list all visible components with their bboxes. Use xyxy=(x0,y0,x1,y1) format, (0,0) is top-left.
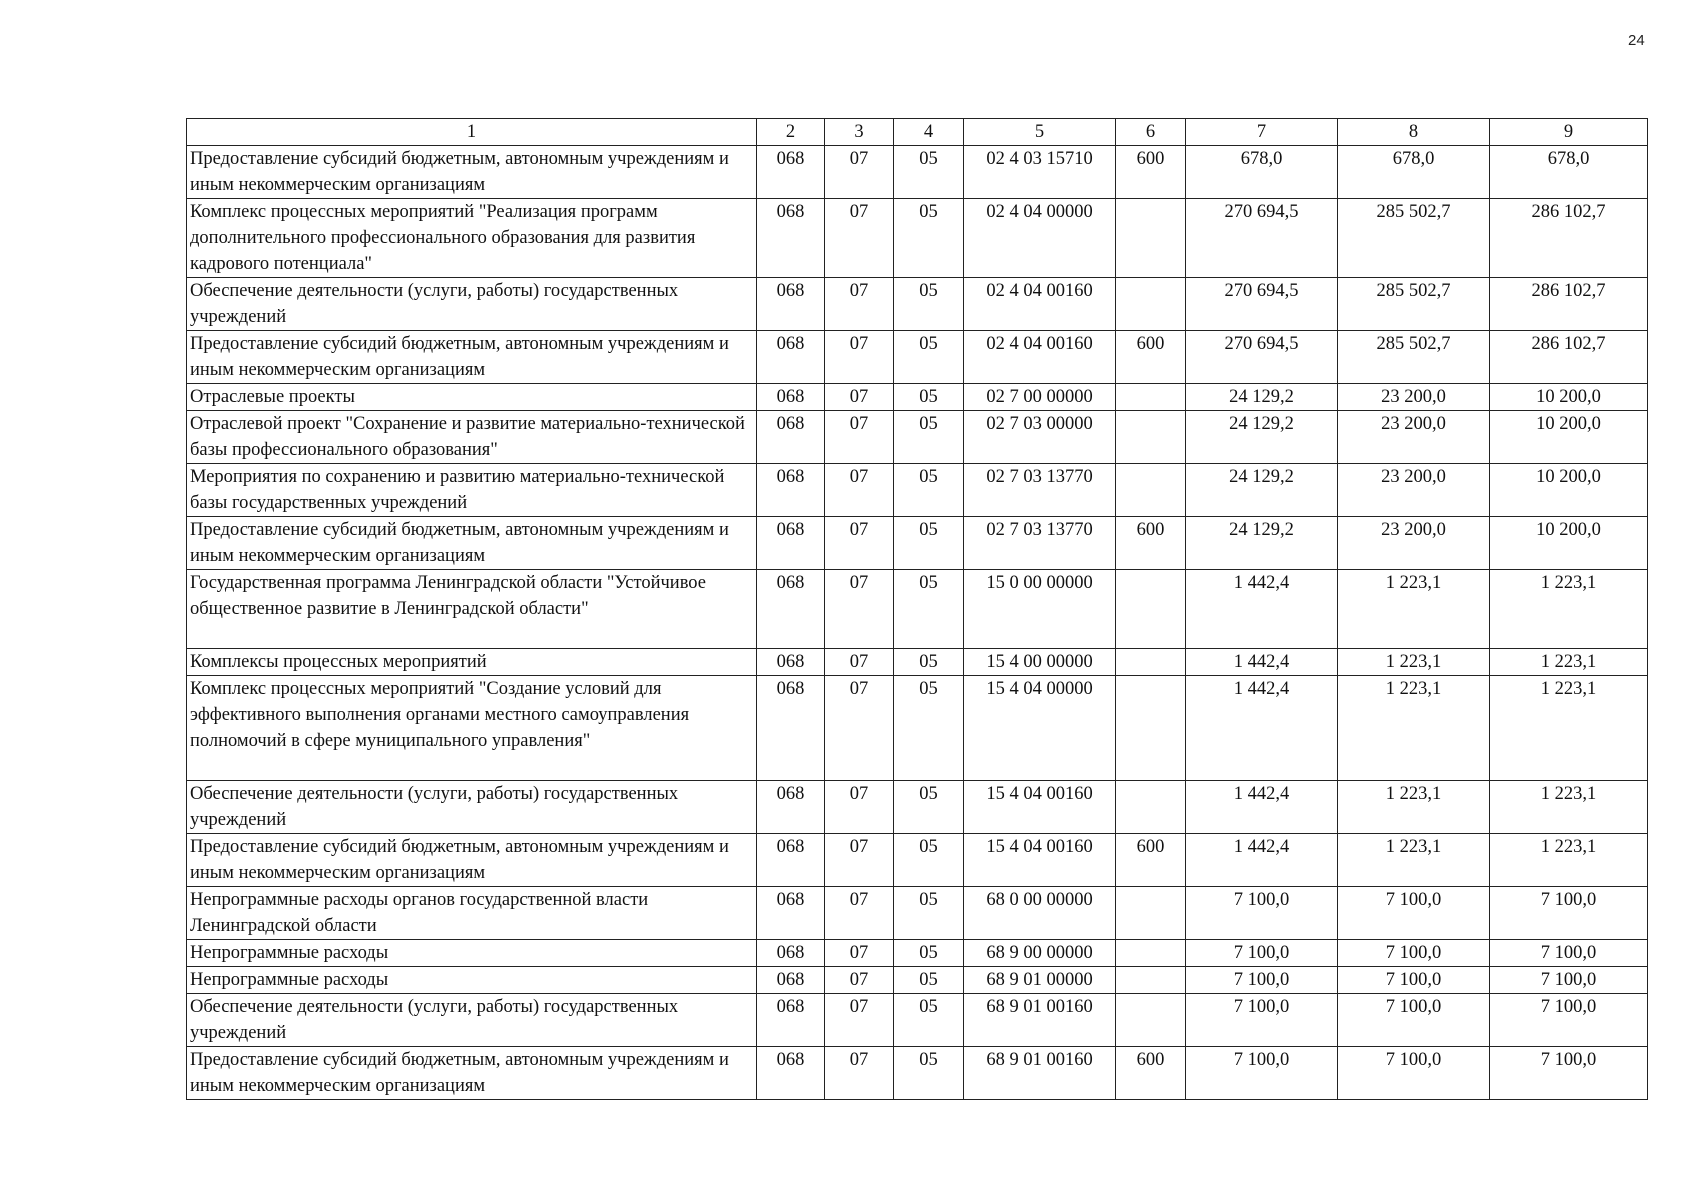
rz-code: 07 xyxy=(825,517,894,570)
amount-year-1: 270 694,5 xyxy=(1186,331,1338,384)
vr-code xyxy=(1116,649,1186,676)
column-header: 2 xyxy=(757,119,825,146)
vr-code xyxy=(1116,411,1186,464)
rz-code: 07 xyxy=(825,781,894,834)
gr-code: 068 xyxy=(757,887,825,940)
vr-code xyxy=(1116,887,1186,940)
vr-code xyxy=(1116,781,1186,834)
amount-year-1: 1 442,4 xyxy=(1186,649,1338,676)
rz-code: 07 xyxy=(825,834,894,887)
table-row xyxy=(187,517,1648,570)
row-name: Комплекс процессных мероприятий "Реализация программ дополнительного профессионального образования для развития кадрового потенциала" xyxy=(187,199,757,278)
amount-year-1: 24 129,2 xyxy=(1186,517,1338,570)
vr-code xyxy=(1116,676,1186,781)
column-header: 1 xyxy=(187,119,757,146)
amount-year-3: 1 223,1 xyxy=(1490,649,1648,676)
row-name: Обеспечение деятельности (услуги, работы) государственных учреждений xyxy=(187,994,757,1047)
amount-year-3: 286 102,7 xyxy=(1490,331,1648,384)
rz-code: 07 xyxy=(825,570,894,649)
row-name: Непрограммные расходы xyxy=(187,940,757,967)
rz-code: 07 xyxy=(825,967,894,994)
pr-code: 05 xyxy=(894,464,964,517)
csr-code: 02 4 04 00160 xyxy=(964,331,1116,384)
table-row xyxy=(187,967,1648,994)
table-row xyxy=(187,146,1648,199)
csr-code: 68 9 00 00000 xyxy=(964,940,1116,967)
csr-code: 68 9 01 00160 xyxy=(964,994,1116,1047)
gr-code: 068 xyxy=(757,781,825,834)
vr-code xyxy=(1116,967,1186,994)
amount-year-2: 23 200,0 xyxy=(1338,411,1490,464)
gr-code: 068 xyxy=(757,146,825,199)
csr-code: 15 0 00 00000 xyxy=(964,570,1116,649)
pr-code: 05 xyxy=(894,994,964,1047)
column-header: 3 xyxy=(825,119,894,146)
amount-year-1: 24 129,2 xyxy=(1186,384,1338,411)
amount-year-3: 1 223,1 xyxy=(1490,570,1648,649)
table-row xyxy=(187,781,1648,834)
budget-table xyxy=(186,118,1648,1100)
row-name: Предоставление субсидий бюджетным, автономным учреждениям и иным некоммерческим организациям xyxy=(187,517,757,570)
pr-code: 05 xyxy=(894,278,964,331)
table-row xyxy=(187,994,1648,1047)
vr-code xyxy=(1116,570,1186,649)
table-row xyxy=(187,834,1648,887)
rz-code: 07 xyxy=(825,1047,894,1100)
rz-code: 07 xyxy=(825,384,894,411)
amount-year-2: 1 223,1 xyxy=(1338,649,1490,676)
row-name: Обеспечение деятельности (услуги, работы) государственных учреждений xyxy=(187,278,757,331)
csr-code: 15 4 04 00000 xyxy=(964,676,1116,781)
rz-code: 07 xyxy=(825,331,894,384)
pr-code: 05 xyxy=(894,834,964,887)
amount-year-1: 7 100,0 xyxy=(1186,940,1338,967)
gr-code: 068 xyxy=(757,994,825,1047)
rz-code: 07 xyxy=(825,940,894,967)
pr-code: 05 xyxy=(894,570,964,649)
table-row xyxy=(187,199,1648,278)
amount-year-2: 7 100,0 xyxy=(1338,994,1490,1047)
gr-code: 068 xyxy=(757,384,825,411)
amount-year-3: 7 100,0 xyxy=(1490,967,1648,994)
csr-code: 02 7 03 13770 xyxy=(964,517,1116,570)
amount-year-2: 23 200,0 xyxy=(1338,464,1490,517)
gr-code: 068 xyxy=(757,1047,825,1100)
amount-year-2: 1 223,1 xyxy=(1338,781,1490,834)
table-row xyxy=(187,649,1648,676)
amount-year-3: 286 102,7 xyxy=(1490,278,1648,331)
table-row xyxy=(187,570,1648,649)
gr-code: 068 xyxy=(757,940,825,967)
pr-code: 05 xyxy=(894,331,964,384)
pr-code: 05 xyxy=(894,199,964,278)
amount-year-2: 7 100,0 xyxy=(1338,967,1490,994)
csr-code: 15 4 00 00000 xyxy=(964,649,1116,676)
table-row xyxy=(187,676,1648,781)
amount-year-1: 678,0 xyxy=(1186,146,1338,199)
pr-code: 05 xyxy=(894,146,964,199)
amount-year-3: 7 100,0 xyxy=(1490,1047,1648,1100)
amount-year-1: 7 100,0 xyxy=(1186,994,1338,1047)
page-number: 24 xyxy=(1628,32,1645,49)
row-name: Мероприятия по сохранению и развитию материально-технической базы государственных учреждений xyxy=(187,464,757,517)
gr-code: 068 xyxy=(757,967,825,994)
amount-year-2: 23 200,0 xyxy=(1338,517,1490,570)
csr-code: 15 4 04 00160 xyxy=(964,834,1116,887)
vr-code xyxy=(1116,384,1186,411)
amount-year-1: 24 129,2 xyxy=(1186,464,1338,517)
amount-year-3: 286 102,7 xyxy=(1490,199,1648,278)
amount-year-1: 270 694,5 xyxy=(1186,278,1338,331)
vr-code: 600 xyxy=(1116,146,1186,199)
pr-code: 05 xyxy=(894,1047,964,1100)
row-name: Предоставление субсидий бюджетным, автономным учреждениям и иным некоммерческим организациям xyxy=(187,146,757,199)
gr-code: 068 xyxy=(757,464,825,517)
rz-code: 07 xyxy=(825,887,894,940)
amount-year-3: 10 200,0 xyxy=(1490,384,1648,411)
gr-code: 068 xyxy=(757,411,825,464)
amount-year-1: 7 100,0 xyxy=(1186,967,1338,994)
gr-code: 068 xyxy=(757,199,825,278)
row-name: Комплекс процессных мероприятий "Создание условий для эффективного выполнения органами местного самоуправления полномочий в сфере муниципального управления" xyxy=(187,676,757,781)
csr-code: 02 7 00 00000 xyxy=(964,384,1116,411)
table-row xyxy=(187,411,1648,464)
pr-code: 05 xyxy=(894,940,964,967)
row-name: Отраслевые проекты xyxy=(187,384,757,411)
table-row xyxy=(187,278,1648,331)
table-row xyxy=(187,1047,1648,1100)
rz-code: 07 xyxy=(825,464,894,517)
vr-code xyxy=(1116,278,1186,331)
vr-code xyxy=(1116,940,1186,967)
column-header: 4 xyxy=(894,119,964,146)
gr-code: 068 xyxy=(757,331,825,384)
amount-year-3: 1 223,1 xyxy=(1490,834,1648,887)
csr-code: 02 7 03 13770 xyxy=(964,464,1116,517)
amount-year-2: 7 100,0 xyxy=(1338,940,1490,967)
table-row xyxy=(187,887,1648,940)
csr-code: 68 9 01 00000 xyxy=(964,967,1116,994)
amount-year-2: 7 100,0 xyxy=(1338,1047,1490,1100)
column-header: 6 xyxy=(1116,119,1186,146)
amount-year-3: 1 223,1 xyxy=(1490,676,1648,781)
amount-year-1: 1 442,4 xyxy=(1186,570,1338,649)
amount-year-1: 1 442,4 xyxy=(1186,781,1338,834)
column-header: 7 xyxy=(1186,119,1338,146)
csr-code: 02 7 03 00000 xyxy=(964,411,1116,464)
rz-code: 07 xyxy=(825,649,894,676)
pr-code: 05 xyxy=(894,676,964,781)
amount-year-2: 23 200,0 xyxy=(1338,384,1490,411)
row-name: Государственная программа Ленинградской области "Устойчивое общественное развитие в Ленинградской области" xyxy=(187,570,757,649)
pr-code: 05 xyxy=(894,517,964,570)
amount-year-1: 7 100,0 xyxy=(1186,887,1338,940)
rz-code: 07 xyxy=(825,278,894,331)
pr-code: 05 xyxy=(894,411,964,464)
column-header: 8 xyxy=(1338,119,1490,146)
table-row xyxy=(187,940,1648,967)
table-row xyxy=(187,464,1648,517)
gr-code: 068 xyxy=(757,278,825,331)
amount-year-3: 7 100,0 xyxy=(1490,994,1648,1047)
amount-year-2: 1 223,1 xyxy=(1338,834,1490,887)
gr-code: 068 xyxy=(757,570,825,649)
amount-year-2: 285 502,7 xyxy=(1338,278,1490,331)
vr-code: 600 xyxy=(1116,517,1186,570)
vr-code: 600 xyxy=(1116,834,1186,887)
csr-code: 68 9 01 00160 xyxy=(964,1047,1116,1100)
gr-code: 068 xyxy=(757,676,825,781)
pr-code: 05 xyxy=(894,967,964,994)
amount-year-3: 7 100,0 xyxy=(1490,887,1648,940)
rz-code: 07 xyxy=(825,994,894,1047)
csr-code: 68 0 00 00000 xyxy=(964,887,1116,940)
pr-code: 05 xyxy=(894,649,964,676)
row-name: Обеспечение деятельности (услуги, работы) государственных учреждений xyxy=(187,781,757,834)
csr-code: 02 4 03 15710 xyxy=(964,146,1116,199)
row-name: Отраслевой проект "Сохранение и развитие материально-технической базы профессионального образования" xyxy=(187,411,757,464)
gr-code: 068 xyxy=(757,649,825,676)
pr-code: 05 xyxy=(894,781,964,834)
amount-year-3: 10 200,0 xyxy=(1490,464,1648,517)
pr-code: 05 xyxy=(894,384,964,411)
rz-code: 07 xyxy=(825,411,894,464)
amount-year-2: 678,0 xyxy=(1338,146,1490,199)
amount-year-2: 1 223,1 xyxy=(1338,570,1490,649)
amount-year-3: 1 223,1 xyxy=(1490,781,1648,834)
rz-code: 07 xyxy=(825,199,894,278)
gr-code: 068 xyxy=(757,517,825,570)
row-name: Предоставление субсидий бюджетным, автономным учреждениям и иным некоммерческим организациям xyxy=(187,1047,757,1100)
amount-year-3: 7 100,0 xyxy=(1490,940,1648,967)
amount-year-3: 678,0 xyxy=(1490,146,1648,199)
csr-code: 02 4 04 00000 xyxy=(964,199,1116,278)
csr-code: 15 4 04 00160 xyxy=(964,781,1116,834)
amount-year-1: 7 100,0 xyxy=(1186,1047,1338,1100)
vr-code: 600 xyxy=(1116,1047,1186,1100)
amount-year-1: 270 694,5 xyxy=(1186,199,1338,278)
table-row xyxy=(187,384,1648,411)
amount-year-2: 285 502,7 xyxy=(1338,331,1490,384)
amount-year-2: 285 502,7 xyxy=(1338,199,1490,278)
header-row xyxy=(187,119,1648,146)
amount-year-3: 10 200,0 xyxy=(1490,517,1648,570)
amount-year-2: 7 100,0 xyxy=(1338,887,1490,940)
vr-code xyxy=(1116,199,1186,278)
row-name: Комплексы процессных мероприятий xyxy=(187,649,757,676)
row-name: Предоставление субсидий бюджетным, автономным учреждениям и иным некоммерческим организациям xyxy=(187,834,757,887)
row-name: Предоставление субсидий бюджетным, автономным учреждениям и иным некоммерческим организациям xyxy=(187,331,757,384)
amount-year-3: 10 200,0 xyxy=(1490,411,1648,464)
rz-code: 07 xyxy=(825,676,894,781)
pr-code: 05 xyxy=(894,887,964,940)
vr-code xyxy=(1116,994,1186,1047)
table-row xyxy=(187,331,1648,384)
amount-year-1: 24 129,2 xyxy=(1186,411,1338,464)
vr-code xyxy=(1116,464,1186,517)
amount-year-1: 1 442,4 xyxy=(1186,676,1338,781)
row-name: Непрограммные расходы органов государственной власти Ленинградской области xyxy=(187,887,757,940)
vr-code: 600 xyxy=(1116,331,1186,384)
column-header: 5 xyxy=(964,119,1116,146)
amount-year-2: 1 223,1 xyxy=(1338,676,1490,781)
column-header: 9 xyxy=(1490,119,1648,146)
csr-code: 02 4 04 00160 xyxy=(964,278,1116,331)
rz-code: 07 xyxy=(825,146,894,199)
gr-code: 068 xyxy=(757,834,825,887)
row-name: Непрограммные расходы xyxy=(187,967,757,994)
amount-year-1: 1 442,4 xyxy=(1186,834,1338,887)
